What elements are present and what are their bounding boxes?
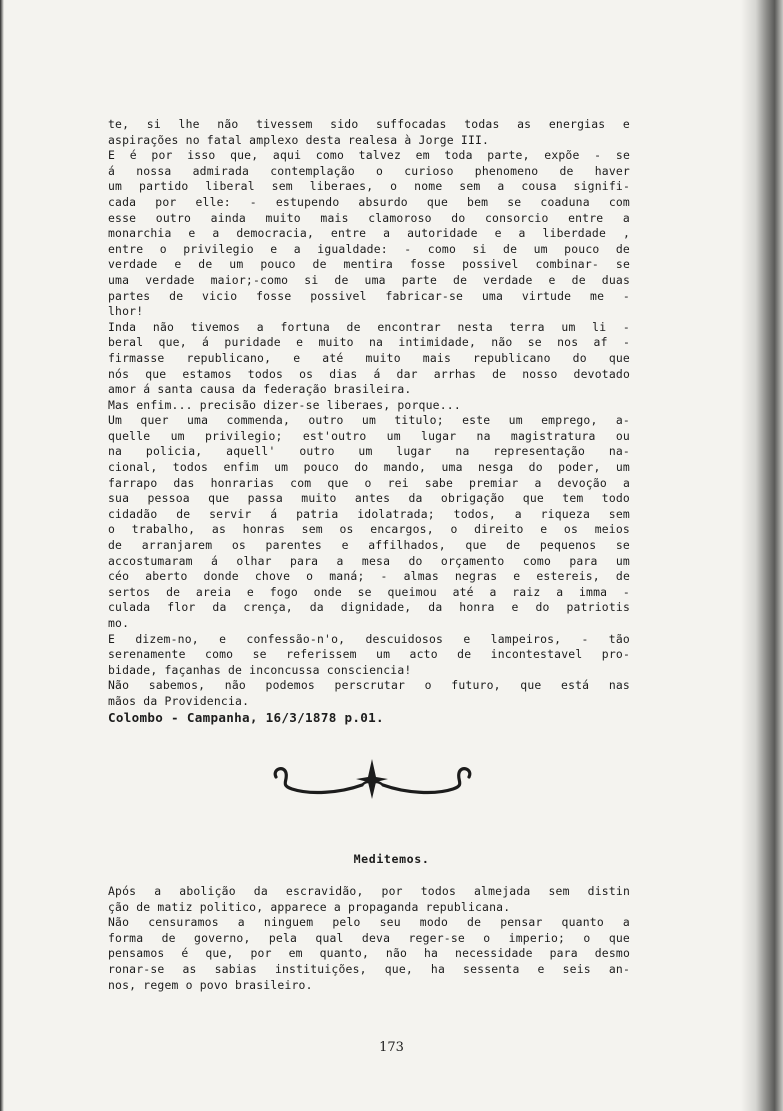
- text-line: um partido liberal sem liberaes, o nome sem a cousa signifi-: [108, 179, 630, 194]
- text-line: cidadão de servir á patria idolatrada; todos, a riqueza sem: [108, 506, 630, 521]
- text-line: ção de matiz politico, apparece a propaganda republicana.: [108, 899, 511, 914]
- text-line: esse outro ainda muito mais clamoroso do consorcio entre a: [108, 210, 630, 225]
- text-line: monarchia e a democracia, entre a autoridade e a liberdade ,: [108, 226, 630, 241]
- text-line: nós que estamos todos os dias á dar arrhas de nosso devotado: [108, 366, 630, 381]
- article-colombo-text: [108, 117, 630, 726]
- text-line: lhor!: [108, 304, 144, 319]
- text-line: Após a abolição da escravidão, por todos almejada sem distin: [108, 884, 630, 898]
- text-line: Não censuramos a ninguem pelo seu modo de pensar quanto a: [108, 915, 630, 930]
- text-line: firmasse republicano, e até muito mais republicano do que: [108, 350, 630, 365]
- text-line: nos, regem o povo brasileiro.: [108, 977, 313, 992]
- text-line: á nossa admirada contemplação o curioso phenomeno de haver: [108, 163, 630, 178]
- text-line: amor á santa causa da federação brasileira.: [108, 382, 412, 397]
- page-binding-shadow: [741, 0, 783, 1111]
- text-line: Inda não tivemos a fortuna de encontrar nesta terra um li -: [108, 319, 630, 334]
- text-line: mãos da Providencia.: [108, 693, 250, 708]
- text-line: bidade, façanhas de inconcussa consciencia!: [108, 662, 412, 677]
- text-line: accostumaram á olhar para a mesa do orçamento como para um: [108, 553, 630, 568]
- text-line: E é por isso que, aqui como talvez em toda parte, expõe - se: [108, 148, 630, 163]
- text-line: mo.: [108, 616, 130, 630]
- text-line: pensamos é que, por em quanto, não ha necessidade para desmo: [108, 946, 630, 961]
- text-line: culada flor da crença, da dignidade, da honra e do patriotis: [108, 600, 630, 615]
- text-line: na policia, aquell' outro um lugar na representação na-: [108, 444, 630, 459]
- text-line: beral que, á puridade e muito na intimidade, não se nos af -: [108, 335, 630, 350]
- text-line: de arranjarem os parentes e affilhados, que de pequenos se: [108, 538, 630, 553]
- text-line: verdade e de um pouco de mentira fosse possivel combinar- se: [108, 257, 630, 272]
- fleuron-ornament-icon: [270, 755, 475, 803]
- text-line: cional, todos enfim um pouco do mando, uma nesga do poder, um: [108, 460, 630, 475]
- text-line: Um quer uma commenda, outro um titulo; este um emprego, a-: [108, 413, 630, 428]
- text-line: farrapo das honrarias com que o rei sabe premiar a devoção a: [108, 475, 630, 490]
- text-line: te, si lhe não tivessem sido suffocadas todas as energias e: [108, 117, 630, 131]
- text-line: quelle um privilegio; est'outro um lugar na magistratura ou: [108, 428, 630, 443]
- text-line: o trabalho, as honras sem os encargos, o direito e os meios: [108, 522, 630, 537]
- text-line: Mas enfim... precisão dizer-se liberaes, porque...: [108, 397, 461, 412]
- text-line: partes de vicio fosse possivel fabricar-se uma virtude me -: [108, 288, 630, 303]
- text-line: forma de governo, pela qual deva reger-se o imperio; o que: [108, 930, 630, 945]
- text-line: E dizem-no, e confessão-n'o, descuidosos e lampeiros, - tão: [108, 631, 630, 646]
- text-line: céo aberto donde chove o maná; - almas negras e estereis, de: [108, 569, 630, 584]
- page-number: 173: [379, 1040, 404, 1055]
- text-line: ronar-se as sabias instituições, que, ha sessenta e seis an-: [108, 961, 630, 976]
- page-left-edge: [0, 0, 4, 1111]
- text-line: uma verdade maior;-como si de uma parte de verdade e de duas: [108, 272, 630, 287]
- section-title: Meditemos.: [353, 852, 430, 866]
- text-line: cada por elle: - estupendo absurdo que bem se coaduna com: [108, 194, 630, 209]
- article-meditemos-text: [108, 884, 630, 993]
- text-line: serenamente como se referissem um acto de incontestavel pro-: [108, 647, 630, 662]
- text-line: sua pessoa que passa muito antes da obrigação que tem todo: [108, 491, 630, 506]
- text-line: Não sabemos, não podemos perscrutar o futuro, que está nas: [108, 678, 630, 693]
- source-citation: Colombo - Campanha, 16/3/1878 p.01.: [108, 709, 384, 725]
- text-line: sertos de areia e fogo onde se queimou até a raiz a imma -: [108, 584, 630, 599]
- text-line: entre o privilegio e a igualdade: - como si de um pouco de: [108, 241, 630, 256]
- text-line: aspirações no fatal amplexo desta realesa à Jorge III.: [108, 132, 490, 147]
